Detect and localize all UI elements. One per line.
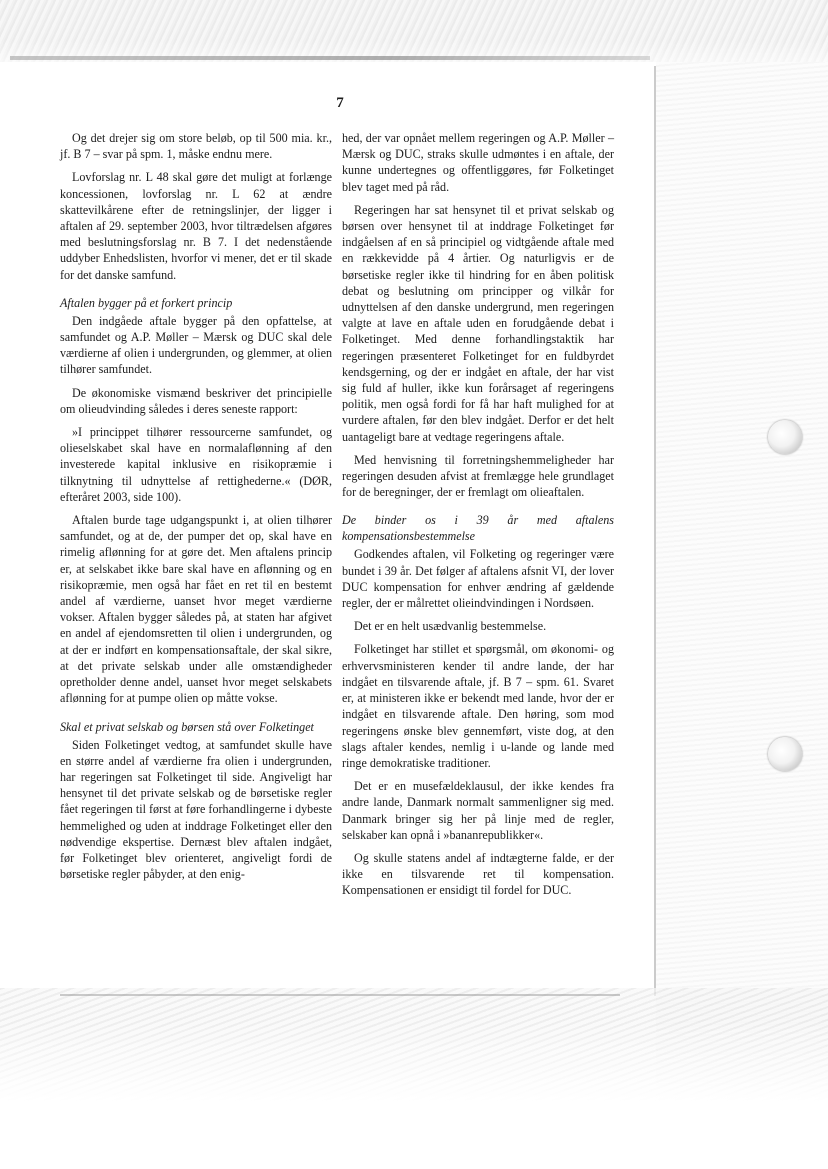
paragraph: Regeringen har sat hensynet til et privat selskab og børsen over hensynet til at inddrage Folketinget før indgåelsen af en så principiel og vidtgående aftale med en rækkevidde på 4 årtier. Og naturligvis er de børsetiske regler ikke til hindring for en åben politisk debat og beslutning om principper og vilkår for udnyttelsen af den danske undergrund, men regeringen valgte at lave en aftale uden en forudgående debat i Folketinget. Med denne forhandlingstaktik har regeringen præsenteret Folketinget for en fuldbyrdet kendsgerning, og der er indgået en aftale, der har vist sig fuld af huller, ikke kun forårsaget af regeringens politik, men også fordi for få har haft mulighed for at vurdere aftalen, før den blev indgået. Derfor er det helt uantageligt bare at vedtage regeringens aftale.: [342, 202, 614, 444]
quote-paragraph: »I princippet tilhører ressourcerne samfundet, og olieselskabet skal have en normalaflønning af den investerede kapital inklusive en risikopræmie i tilknytning til udnyttelse af rettighederne.« (DØR, efteråret 2003, side 100).: [60, 425, 332, 504]
scan-page-bottom-edge: [60, 994, 620, 996]
paragraph: Og skulle statens andel af indtægterne falde, er der ikke en tilsvarende ret til kompensation. Kompensationen er ensidigt til fordel for DUC.: [342, 850, 614, 898]
right-column: [342, 130, 614, 906]
paragraph: Og det drejer sig om store beløb, op til 500 mia. kr., jf. B 7 – svar på spm. 1, måske endnu mere.: [60, 131, 332, 162]
paragraph: Godkendes aftalen, vil Folketing og regeringer være bundet i 39 år. Det følger af aftalens afsnit VI, der lover DUC kompensation for enhver ændring af gældende regler, der er målrettet olieindvindingen i Nordsøen.: [342, 547, 614, 611]
paragraph: Lovforslag nr. L 48 skal gøre det muligt at forlænge koncessionen, lovforslag nr. L 62 at ændre skattevilkårene efter de retningslinjer, der ligger i aftalen af 29. september 2003, hvor tiltrædelsen afgøres med beslutningsforslag nr. B 7. I det nedenstående uddyber Enhedslisten, hvorfor vi mener, det er til skade for det danske samfund.: [60, 170, 332, 282]
paragraph: Siden Folketinget vedtog, at samfundet skulle have en større andel af værdierne fra olien i undergrunden, har regeringen sat Folketinget til side. Angiveligt har hensynet til det private selskab og de børsetiske regler fået regeringen til først at føre forhandlingerne i dybeste hemmelighed og uden at inddrage Folketinget eller den nødvendige ekspertise. Dernæst blev aftalen indgået, før Folketinget blev orienteret, angiveligt fordi de børsetiske regler påbyder, at den enig-: [60, 737, 332, 882]
paragraph: Det er en musefældeklausul, der ikke kendes fra andre lande, Danmark normalt sammenligner sig med. Danmark bringer sig her på linje med de regler, selskaber kan opnå i »bananrepublikker«.: [342, 779, 614, 842]
paragraph: Den indgåede aftale bygger på den opfattelse, at samfundet og A.P. Møller – Mærsk og DUC skal dele værdierne af olien i undergrunden, og glemmer, at olien tilhører samfundet.: [60, 313, 332, 377]
punch-hole-icon: [768, 420, 802, 454]
section-heading: Skal et privat selskab og børsen stå over Folketinget: [60, 719, 314, 734]
left-column: [60, 130, 332, 889]
punch-hole-icon: [768, 737, 802, 771]
scan-page-top-edge: [10, 56, 650, 60]
scan-shadow-bottom-fade: [0, 1020, 828, 1169]
page-number: 7: [336, 95, 344, 111]
paragraph: Det er en helt usædvanlig bestemmelse.: [354, 619, 547, 634]
paragraph: Aftalen burde tage udgangspunkt i, at olien tilhører samfundet, og at de, der pumper det op, skal have en rimelig aflønning for at gøre det. Men aftalens princip er, at selskabet ikke bare skal have en aflønning og en risikopræmie, men også har fået en ret til en bestemt andel af værdierne, uanset hvor meget værdierne vokser. Aftalen bygger således på, at staten har afgivet en andel af ejendomsretten til olien i undergrunden, og at der er indført en kompensationsaftale, der skal sikre, at det private selskab under alle omstændigheder opretholder denne andel, uanset hvor meget selskabets aflønning for at pumpe olien op måtte vokse.: [60, 513, 332, 706]
paragraph: Folketinget har stillet et spørgsmål, om økonomi- og erhvervsministeren kender til andre lande, der har indgået en tilsvarende aftale, jf. B 7 – spm. 61. Svaret er, at ministeren ikke er bekendt med lande, hvor der er indgået en tilsvarende aftale. Den høring, som mod regeringens ønske blev gennemført, viste dog, at den slags aftaler kendes, nemlig i u-lande og lande med ringe demokratiske traditioner.: [342, 642, 614, 770]
paragraph: De økonomiske vismænd beskriver det principielle om olieudvinding således i deres seneste rapport:: [60, 385, 332, 416]
section-heading: De binder os i 39 år med aftalens kompensationsbestemmelse: [342, 513, 614, 544]
section-heading: Aftalen bygger på et forkert princip: [60, 295, 233, 310]
scan-page-right-edge: [654, 66, 656, 996]
paragraph: Med henvisning til forretningshemmeligheder har regeringen desuden afvist at fremlægge hele grundlaget for de beregninger, der er fremlagt om olieaftalen.: [342, 452, 614, 500]
paragraph: hed, der var opnået mellem regeringen og A.P. Møller – Mærsk og DUC, straks skulle udmøntes i en aftale, der kunne undertegnes og offentliggøres, før Folketinget blev taget med på råd.: [342, 131, 614, 194]
